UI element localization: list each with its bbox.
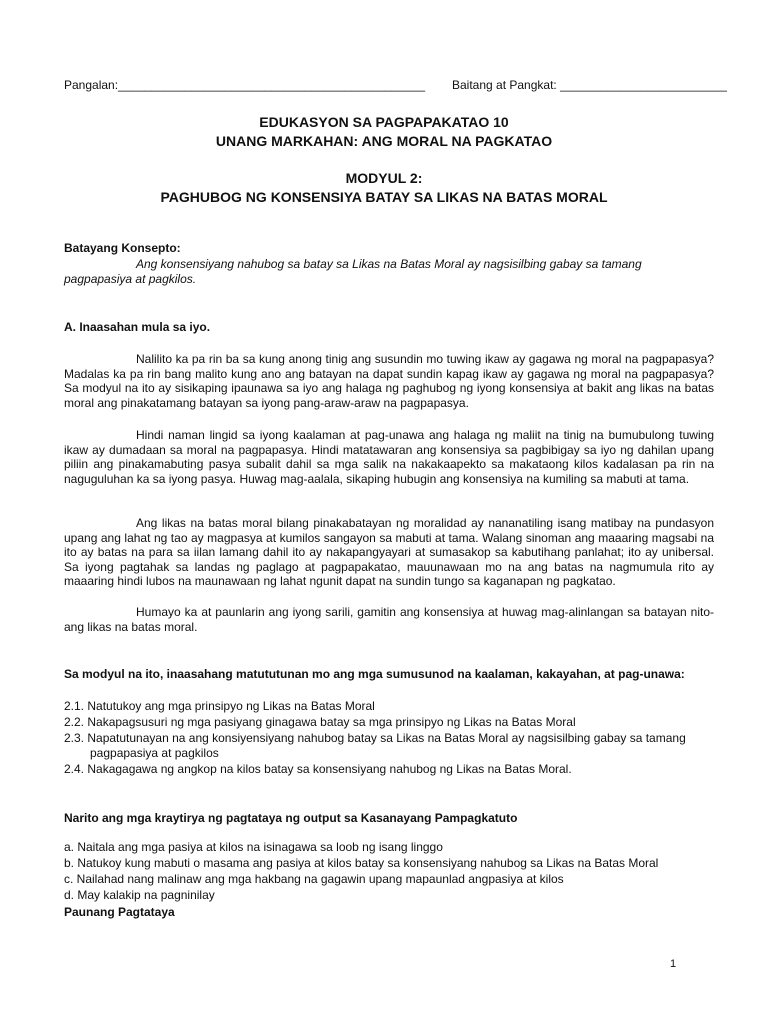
konsepto-line-1: Ang konsensiyang nahubog sa batay sa Likas na Batas Moral ay nagsisilbing gabay sa tamang — [136, 257, 642, 271]
paragraph-3 — [64, 516, 714, 589]
grade-section-field-label: Baitang at Pangkat: _________________________ — [452, 78, 727, 92]
pretest-heading: Paunang Pagtataya — [64, 905, 175, 919]
name-field-label: Pangalan:______________________________________________ — [64, 78, 426, 92]
objectives-heading: Sa modyul na ito, inaasahang matututunan mo ang mga sumusunod na kaalaman, kakayahan, at pag-unawa: — [64, 667, 685, 681]
konsepto-line-2: pagpapasiya at pagkilos. — [64, 271, 197, 286]
module-number: MODYUL 2: — [345, 170, 423, 186]
paragraph-4 — [64, 605, 714, 634]
list-item: 2.3. Napatutunayan na ang konsiyensiyang nahubog batay sa Likas na Batas Moral ay nagsisilbing gabay sa tamang pagpapasiya at pagkilos — [64, 731, 686, 760]
paragraph-text: Nalilito ka pa rin ba sa kung anong tinig ang susundin mo tuwing ikaw ay gagawa ng moral na pagpapasya? Madalas ka pa rin bang malito kung ano ang batayan na dapat sundin kapag ikaw ay gagawa ng moral na pagpapasya? Sa modyul na ito ay sisikaping ipaunawa sa iyo ang halaga ng paghubog ng iyong konsensiya at bakit ang likas na batas moral ang pinakatamang batayan sa iyong pang-araw-araw na pagpapasya. — [64, 352, 714, 410]
konsepto-heading: Batayang Konsepto: — [64, 241, 181, 255]
paragraph-text: Hindi naman lingid sa iyong kaalaman at pag-unawa ang halaga ng maliit na tinig na bumubulong tuwing ikaw ay dumadaan sa moral na pagpapasya. Hindi matatawaran ang konsensiya sa pagbibigay sa iyo ng dahilan upang piliin ang pinakamabuting pasya subalit dahil sa mga salik na nakakaapekto sa makataong kilos kadalasan pa rin na naguguluhan ka sa iyong pasya. Huwag mag-aalala, sikaping hubugin ang konsensiya na kumiling sa mabuti at tama. — [64, 428, 714, 486]
module-title: PAGHUBOG NG KONSENSIYA BATAY SA LIKAS NA BATAS MORAL — [160, 189, 608, 205]
subject-title: EDUKASYON SA PAGPAPAKATAO 10 — [259, 114, 509, 130]
criteria-heading: Narito ang mga kraytirya ng pagtataya ng output sa Kasanayang Pampagkatuto — [64, 811, 518, 825]
quarter-title: UNANG MARKAHAN: ANG MORAL NA PAGKATAO — [215, 133, 553, 149]
paragraph-text: Humayo ka at paunlarin ang iyong sarili, gamitin ang konsensiya at huwag mag-alinlangan sa batayan nito-ang likas na batas moral. — [64, 605, 714, 634]
list-item: c. Nailahad nang malinaw ang mga hakbang na gagawin upang mapaunlad angpasiya at kilos — [64, 872, 564, 886]
paragraph-2 — [64, 428, 714, 486]
list-item: 2.4. Nakagagawa ng angkop na kilos batay sa konsensiyang nahubog ng Likas na Batas Moral. — [64, 761, 572, 776]
list-item: 2.1. Natutukoy ang mga prinsipyo ng Likas na Batas Moral — [64, 699, 375, 713]
paragraph-text: Ang likas na batas moral bilang pinakabatayan ng moralidad ay nananatiling isang matibay na pundasyon upang ang lahat ng tao ay magpasya at kumilos sangayon sa mabuti at tama. Walang sinoman ang maaaring magsabi na ito ay batas na para sa iilan lamang dahil ito ay nakapangyayari at sumasakop sa kabutihang panlahat; ito ay unibersal. Sa iyong pagtahak sa landas ng paglago at pagpapakatao, mauunawaan mo na ang batas na nagmumula rito ay maaaring hindi lubos na maunawaan ng lahat ngunit dapat na sundin tungo sa kaganapan ng pagkatao. — [64, 516, 714, 588]
page-number: 1 — [670, 958, 677, 970]
list-item: a. Naitala ang mga pasiya at kilos na isinagawa sa loob ng isang linggo — [64, 840, 443, 854]
paragraph-1 — [64, 352, 714, 410]
konsepto-text — [64, 257, 714, 286]
objectives-list — [64, 699, 714, 778]
list-item: b. Natukoy kung mabuti o masama ang pasiya at kilos batay sa konsensiyang nahubog sa Likas na Batas Moral — [64, 856, 659, 870]
list-item: 2.2. Nakapagsusuri ng mga pasiyang ginagawa batay sa mga prinsipyo ng Likas na Batas Moral — [64, 715, 576, 729]
criteria-list — [64, 840, 714, 904]
section-a-heading: A. Inaasahan mula sa iyo. — [64, 320, 211, 334]
list-item: d. May kalakip na pagninilay — [64, 888, 215, 902]
